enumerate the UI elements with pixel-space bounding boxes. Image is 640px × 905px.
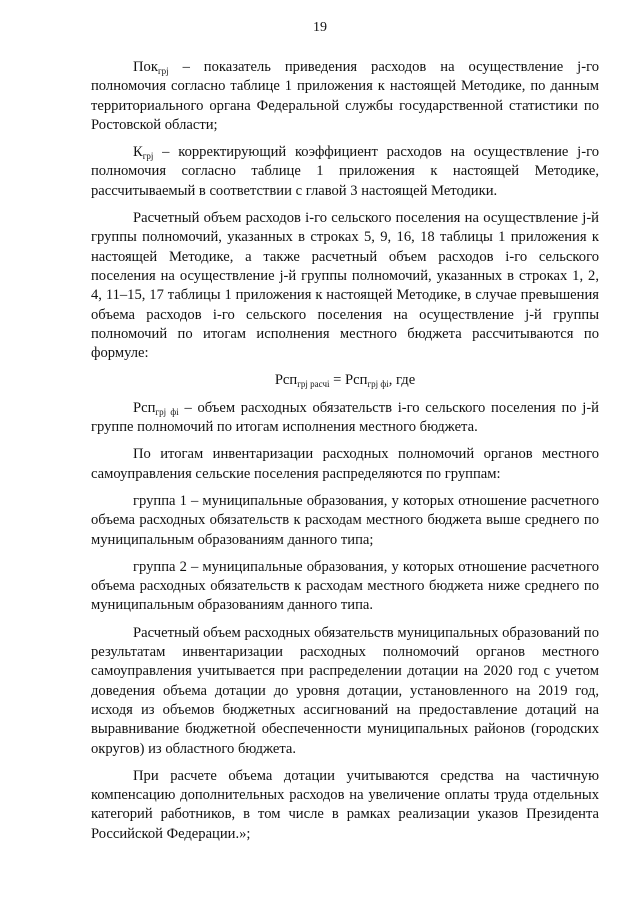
formula-equals: =: [329, 372, 346, 389]
formula-tail: , где: [388, 372, 416, 389]
formula-right-subscript: грj фi: [367, 379, 389, 390]
symbol-rsp: Рсп: [133, 399, 156, 416]
k-definition-text: – корректирующий коэффициент расходов на осуществление j-го полномочия согласно таблице 1 приложения к настоящей Методике, рассчитываемый в соответствии с главой 3 настоящей Методики.: [91, 144, 599, 199]
pok-definition-text: – показатель приведения расходов на осуществление j-го полномочия согласно таблице 1 приложения к настоящей Методике, по данным территориального органа Федеральной службы государственной статистики по Ростовской области;: [91, 59, 599, 133]
paragraph-rsp-definition: [91, 399, 599, 438]
symbol-pok-subscript: грj: [157, 66, 169, 76]
formula: [91, 371, 599, 390]
paragraph-inventory-groups: По итогам инвентаризации расходных полномочий органов местного самоуправления сельские поселения распределяются по группам:: [91, 446, 599, 482]
paragraph-group-1: группа 1 – муниципальные образования, у которых отношение расчетного объема расходных обязательств к расходам местного бюджета выше среднего по муниципальным образованиям данного типа;: [91, 492, 599, 548]
formula-right-symbol: Рсп: [345, 372, 368, 389]
symbol-rsp-subscript: грj фi: [155, 406, 179, 417]
paragraph-subsidy-calculation: При расчете объема дотации учитываются средства на частичную компенсацию дополнительных расходов на увеличение оплаты труда отдельных категорий работников, в том числе в рамках реализации указов Президента Российской Федерации.»;: [91, 767, 599, 842]
paragraph-k-definition: [91, 143, 599, 201]
symbol-k: К: [133, 144, 143, 161]
paragraph-calculated-obligations: Расчетный объем расходных обязательств муниципальных образований по результатам инвентаризации расходных полномочий органов местного самоуправления учитывается при распределении дотации на 2020 год с учетом доведения объема дотации до уровня дотации, установленного на 2019 год, исходя из объемов бюджетных ассигнований на предоставление дотаций на выравнивание бюджетной обеспеченности муниципальных районов (городских округов) из областного бюджета.: [91, 624, 599, 757]
symbol-pok: Пок: [133, 59, 158, 75]
paragraph-group-2: группа 2 – муниципальные образования, у которых отношение расчетного объема расходных обязательств к расходам местного бюджета ниже среднего по муниципальным образованиям данного типа.: [91, 558, 599, 614]
formula-left-subscript: грj расчi: [297, 379, 330, 390]
page-number: 19: [313, 20, 327, 35]
symbol-k-subscript: грj: [142, 151, 154, 162]
formula-left-symbol: Рсп: [274, 372, 298, 389]
document-body: [91, 58, 599, 852]
rsp-definition-text: – объем расходных обязательств i-го сельского поселения по j-й группе полномочий по итогам исполнения местного бюджета.: [91, 399, 599, 436]
paragraph-calculated-volume: Расчетный объем расходов i-го сельского поселения на осуществление j-й группы полномочий, указанных в строках 5, 9, 16, 18 таблицы 1 приложения к настоящей Методике, а также расчетный объем расходов i-го сельского поселения на осуществление j-й группы полномочий, указанных в строках 1, 2, 4, 11–15, 17 таблицы 1 приложения к настоящей Методике, в случае превышения объема расходов i-го сельского поселения на осуществление j-й группы полномочий по итогам исполнения местного бюджета рассчитываются по формуле:: [91, 210, 599, 362]
paragraph-pok-definition: [91, 58, 599, 135]
